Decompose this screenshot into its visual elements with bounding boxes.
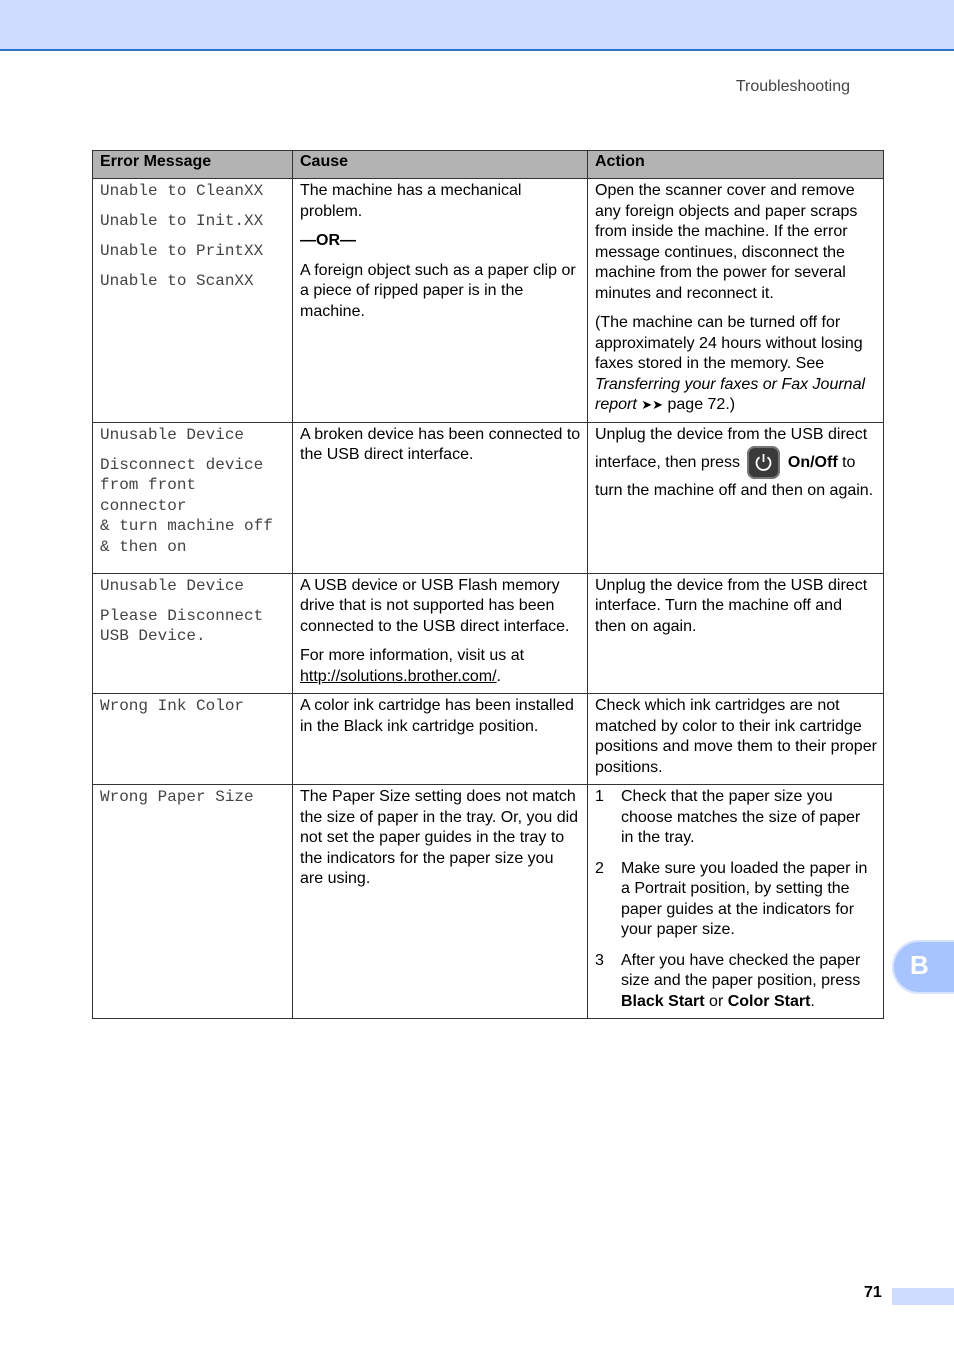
list-item xyxy=(595,859,877,941)
error-message: Please Disconnect USB Device. xyxy=(100,606,264,645)
table-row xyxy=(93,179,884,423)
cause-text: A broken device has been connected to the USB direct interface. xyxy=(300,425,581,463)
on-off-button-illustration xyxy=(747,446,780,479)
support-link[interactable]: http://solutions.brother.com/ xyxy=(300,667,497,685)
step-text: Make sure you loaded the paper in a Portrait position, by setting the paper guides at the indicators for your paper size. xyxy=(621,859,868,938)
on-off-label: On/Off xyxy=(787,454,838,471)
table-row xyxy=(93,573,884,694)
page-reference: page 72.) xyxy=(663,396,736,413)
error-message: Disconnect device from front connector & turn machine off & then on xyxy=(100,455,273,556)
cause-cell xyxy=(293,694,588,785)
error-message: Unusable Device xyxy=(100,576,245,595)
action-text xyxy=(595,313,877,416)
chapter-tab xyxy=(892,940,954,994)
step-text-part: or xyxy=(704,992,728,1010)
column-header-error-message: Error Message xyxy=(93,151,293,179)
table-row xyxy=(93,694,884,785)
action-text: Unplug the device from the USB direct xyxy=(595,425,868,443)
black-start-label: Black Start xyxy=(621,992,705,1010)
step-text: Check that the paper size you choose matches the size of paper in the tray. xyxy=(621,788,861,846)
double-arrow-icon: ➤➤ xyxy=(641,397,664,412)
error-message-table xyxy=(92,150,884,1019)
cause-text: The machine has a mechanical problem. xyxy=(300,182,522,220)
error-message: Unusable Device xyxy=(100,425,245,444)
error-message-cell xyxy=(93,694,293,785)
color-start-label: Color Start xyxy=(727,992,811,1010)
action-text: Open the scanner cover and remove any foreign objects and paper scraps from inside the machine. If the error message continues, disconnect the machine from the power for several minutes and reconnect it. xyxy=(595,182,858,302)
action-text: Unplug the device from the USB direct interface. Turn the machine off and then on again. xyxy=(595,576,868,635)
list-item xyxy=(595,787,877,849)
action-cell xyxy=(588,785,884,1019)
step-text-part: . xyxy=(810,992,815,1010)
cause-text: A foreign object such as a paper clip or a piece of ripped paper is in the machine. xyxy=(300,261,576,320)
cause-cell xyxy=(293,785,588,1019)
table-header-row xyxy=(93,151,884,179)
cause-text: A color ink cartridge has been installed in the Black ink cartridge position. xyxy=(300,697,574,735)
cause-cell xyxy=(293,422,588,573)
step-number: 2 xyxy=(595,859,604,877)
cause-text xyxy=(300,646,581,687)
cause-text-part: . xyxy=(496,667,501,685)
error-message-cell xyxy=(93,785,293,1019)
action-cell xyxy=(588,573,884,694)
action-cell xyxy=(588,179,884,423)
cause-cell xyxy=(293,179,588,423)
error-message-cell xyxy=(93,422,293,573)
list-item xyxy=(595,951,877,1013)
error-message: Unable to ScanXX xyxy=(100,272,254,290)
action-text xyxy=(595,445,877,481)
error-message-cell xyxy=(93,573,293,694)
error-message: Wrong Paper Size xyxy=(100,788,254,806)
error-message: Wrong Ink Color xyxy=(100,697,245,715)
column-header-action: Action xyxy=(588,151,884,179)
action-cell xyxy=(588,694,884,785)
action-text: turn the machine off and then on again. xyxy=(595,482,874,499)
error-message: Unable to PrintXX xyxy=(100,242,264,260)
footer-bar xyxy=(892,1288,954,1305)
table-row xyxy=(93,422,884,573)
action-text-part: interface, then press xyxy=(595,454,740,471)
action-text: Check which ink cartridges are not matched by color to their ink cartridge positions and move them to their proper positions. xyxy=(595,697,877,776)
error-message-cell xyxy=(93,179,293,423)
header-band xyxy=(0,0,954,51)
power-icon xyxy=(753,452,774,473)
running-head: Troubleshooting xyxy=(735,78,850,95)
action-steps xyxy=(595,787,877,1012)
error-message: Unable to Init.XX xyxy=(100,212,264,230)
table-row xyxy=(93,785,884,1019)
cause-cell xyxy=(293,573,588,694)
action-cell xyxy=(588,422,884,573)
or-separator: —OR— xyxy=(300,232,356,249)
action-text-part: to xyxy=(837,454,856,471)
cause-text-part: For more information, visit us at xyxy=(300,647,525,664)
cross-reference-title: Transferring your faxes or Fax Journal report xyxy=(595,375,866,413)
step-text-part: After you have checked the paper size and the paper position, press xyxy=(621,951,861,989)
action-text-part: (The machine can be turned off for approximately 24 hours without losing faxes stored in the memory. See xyxy=(595,314,863,372)
step-number: 3 xyxy=(595,951,604,969)
step-number: 1 xyxy=(595,788,604,805)
step-text xyxy=(621,951,877,1013)
cause-text: A USB device or USB Flash memory drive that is not supported has been connected to the USB direct interface. xyxy=(300,576,570,635)
page-number: 71 xyxy=(864,1284,882,1301)
error-message: Unable to CleanXX xyxy=(100,182,264,200)
chapter-tab-label: B xyxy=(910,950,929,980)
column-header-cause: Cause xyxy=(293,151,588,179)
cause-text: The Paper Size setting does not match the size of paper in the tray. Or, you did not set the paper guides in the tray to the indicators for the paper size you are using. xyxy=(300,788,579,887)
